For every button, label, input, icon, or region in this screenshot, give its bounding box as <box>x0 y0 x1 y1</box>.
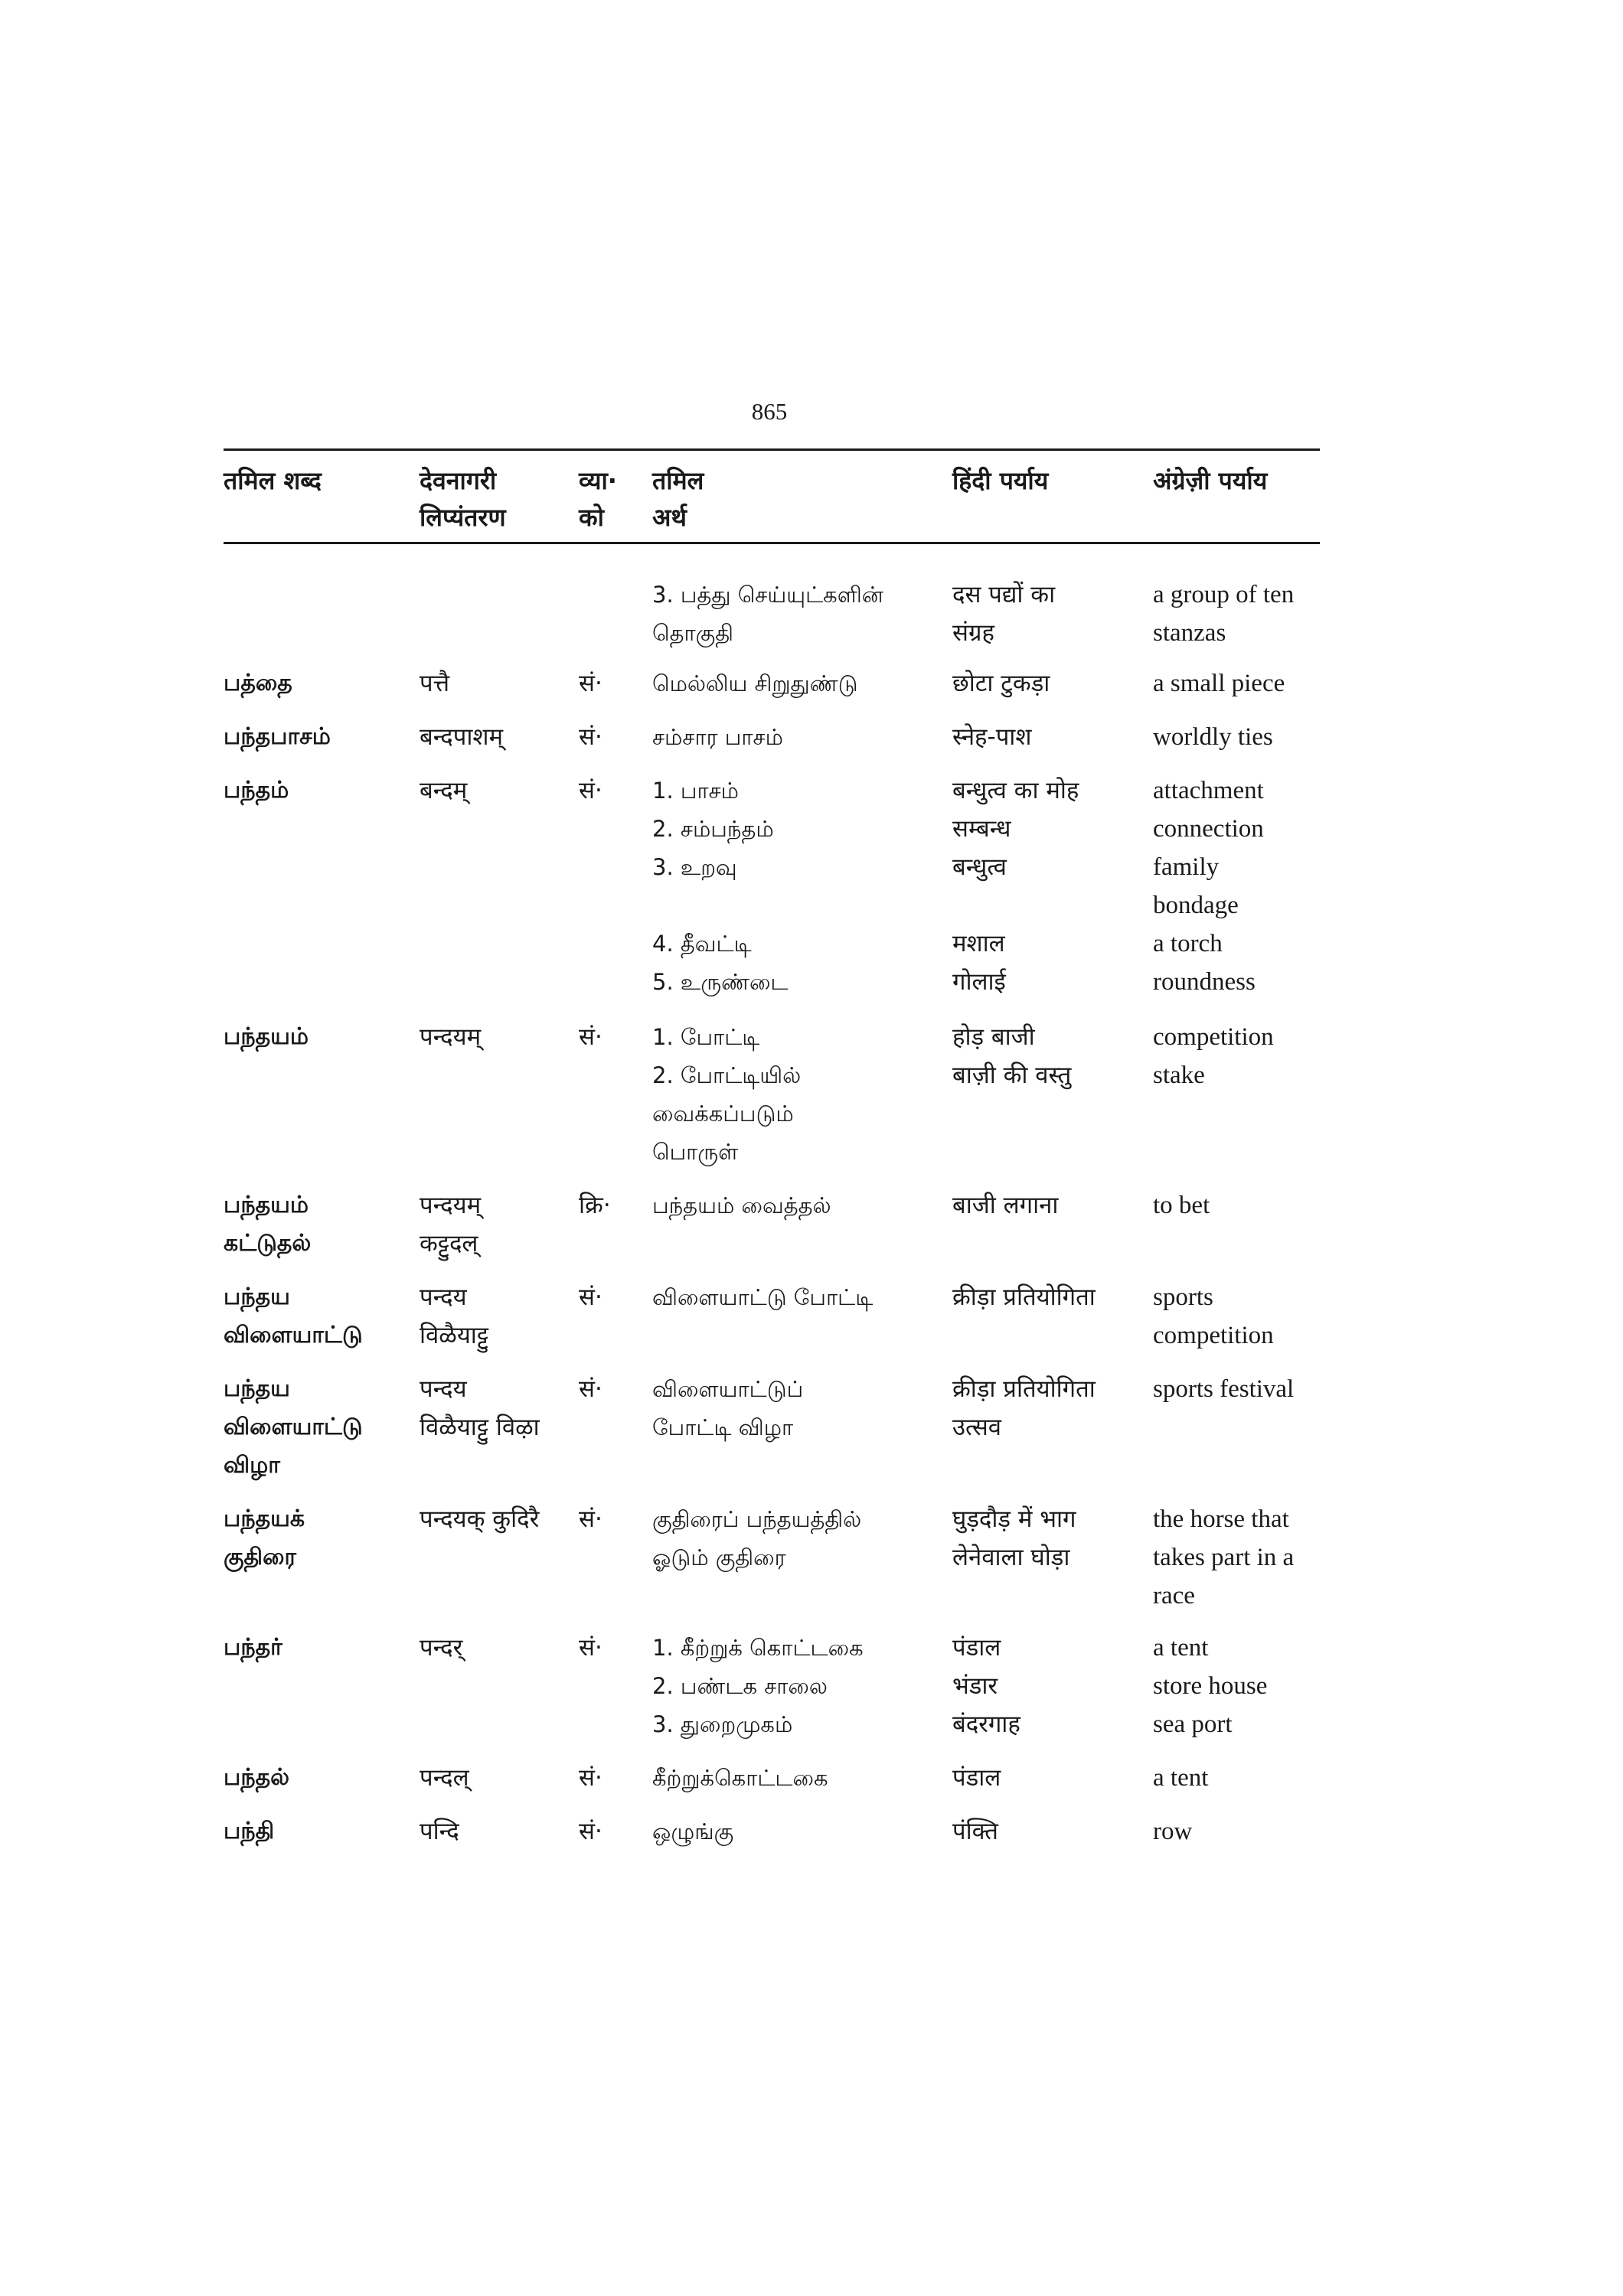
header-tamil-word: तमिल शब्द <box>224 466 322 495</box>
tamil-meaning: சம்சார பாசம் <box>652 724 783 750</box>
hindi-equivalent: होड़ बाजी बाज़ी की वस्तु <box>952 1023 1072 1089</box>
part-of-speech: सं· <box>579 670 603 697</box>
devanagari-transliteration: पन्दर् <box>420 1634 463 1662</box>
header-english: अंग्रेज़ी पर्याय <box>1153 466 1268 495</box>
hindi-equivalent: पंडाल <box>952 1764 1001 1792</box>
devanagari-transliteration: बन्दपाशम् <box>420 723 503 751</box>
tamil-meaning: குதிரைப் பந்தயத்தில் ஓடும் குதிரை <box>652 1506 862 1570</box>
devanagari-transliteration: पन्दल् <box>420 1764 469 1792</box>
hindi-equivalent: क्रीड़ा प्रतियोगिता <box>952 1283 1096 1311</box>
header-part-of-speech: व्या· को <box>579 466 617 532</box>
devanagari-transliteration: पन्दयक् कुदिरै <box>420 1505 540 1533</box>
part-of-speech: सं· <box>579 723 603 751</box>
tamil-word: பந்தல் <box>224 1764 290 1791</box>
part-of-speech: सं· <box>579 1764 603 1792</box>
hindi-equivalent: बाजी लगाना <box>952 1192 1059 1219</box>
part-of-speech: सं· <box>579 1283 603 1311</box>
devanagari-transliteration: पन्दयम् <box>420 1023 482 1051</box>
tamil-word: பந்தி <box>224 1818 275 1844</box>
english-equivalent: sports competition <box>1153 1283 1274 1349</box>
tamil-meaning: 1. போட்டி 2. போட்டியில் வைக்கப்படும் பொருள் <box>652 1024 802 1165</box>
english-equivalent: a tent <box>1153 1764 1209 1792</box>
tamil-word: பத்தை <box>224 670 292 696</box>
devanagari-transliteration: बन्दम् <box>420 777 468 804</box>
hindi-equivalent: पंडाल भंडार बंदरगाह <box>952 1634 1020 1738</box>
tamil-word: பந்தய விளையாட்டு விழா <box>224 1375 363 1479</box>
part-of-speech: सं· <box>579 1375 603 1403</box>
tamil-meaning: 1. பாசம் 2. சம்பந்தம் 3. உறவு 4. தீவட்டி 5. உருண்டை <box>652 778 789 995</box>
english-equivalent: row <box>1153 1818 1193 1845</box>
tamil-word: பந்தயம் <box>224 1023 309 1050</box>
part-of-speech: सं· <box>579 1634 603 1662</box>
part-of-speech: सं· <box>579 777 603 804</box>
tamil-word: பந்தயக் குதிரை <box>224 1505 305 1570</box>
tamil-meaning: கீற்றுக்கொட்டகை <box>652 1765 828 1791</box>
hindi-equivalent: पंक्ति <box>952 1818 998 1845</box>
hindi-equivalent: दस पद्यों का संग्रह <box>952 581 1056 647</box>
part-of-speech: सं· <box>579 1818 603 1845</box>
page-number: 865 <box>751 398 788 425</box>
tamil-word: பந்தர் <box>224 1634 282 1661</box>
english-equivalent: the horse that takes part in a race <box>1153 1505 1295 1609</box>
tamil-meaning: ஒழுங்கு <box>652 1818 734 1844</box>
english-equivalent: sports festival <box>1153 1375 1295 1403</box>
english-equivalent: a tent store house sea port <box>1153 1634 1268 1738</box>
english-equivalent: to bet <box>1153 1192 1210 1219</box>
devanagari-transliteration: पन्दि <box>420 1818 459 1845</box>
english-equivalent: attachment connection family bondage a torch roundness <box>1153 777 1264 996</box>
hindi-equivalent: क्रीड़ा प्रतियोगिता उत्सव <box>952 1375 1096 1441</box>
hindi-equivalent: घुड़दौड़ में भाग लेनेवाला घोड़ा <box>952 1505 1076 1571</box>
hindi-equivalent: बन्धुत्व का मोह सम्बन्ध बन्धुत्व मशाल गोलाई <box>952 777 1079 996</box>
tamil-meaning: 3. பத்து செய்யுட்களின் தொகுதி <box>652 582 883 646</box>
english-equivalent: worldly ties <box>1153 723 1273 751</box>
tamil-meaning: விளையாட்டுப் போட்டி விழா <box>652 1376 804 1440</box>
part-of-speech: सं· <box>579 1505 603 1533</box>
devanagari-transliteration: पन्दयम् कट्टुदल् <box>420 1192 482 1257</box>
tamil-word: பந்தபாசம் <box>224 723 331 750</box>
tamil-meaning: பந்தயம் வைத்தல் <box>652 1192 831 1218</box>
devanagari-transliteration: पत्तै <box>420 670 450 697</box>
tamil-meaning: 1. கீற்றுக் கொட்டகை 2. பண்டக சாலை 3. துறைமுகம் <box>652 1635 864 1737</box>
hindi-equivalent: स्नेह-पाश <box>952 723 1032 751</box>
part-of-speech: क्रि· <box>579 1192 611 1219</box>
tamil-meaning: மெல்லிய சிறுதுண்டு <box>652 670 858 696</box>
devanagari-transliteration: पन्दय विळैयाट्टु विऴा <box>420 1375 540 1441</box>
devanagari-transliteration: पन्दय विळैयाट्टु <box>420 1283 488 1349</box>
tamil-word: பந்தய விளையாட்டு <box>224 1283 363 1349</box>
tamil-meaning: விளையாட்டு போட்டி <box>652 1284 874 1310</box>
header-hindi: हिंदी पर्याय <box>952 466 1049 495</box>
english-equivalent: a small piece <box>1153 670 1285 697</box>
part-of-speech: सं· <box>579 1023 603 1051</box>
header-devanagari: देवनागरी लिप्यंतरण <box>420 466 506 532</box>
tamil-word: பந்தயம் கட்டுதல் <box>224 1192 312 1257</box>
header-tamil-meaning: तमिल अर्थ <box>652 466 704 532</box>
english-equivalent: a group of ten stanzas <box>1153 581 1295 647</box>
tamil-word: பந்தம் <box>224 777 289 804</box>
hindi-equivalent: छोटा टुकड़ा <box>952 670 1050 697</box>
english-equivalent: competition stake <box>1153 1023 1274 1089</box>
